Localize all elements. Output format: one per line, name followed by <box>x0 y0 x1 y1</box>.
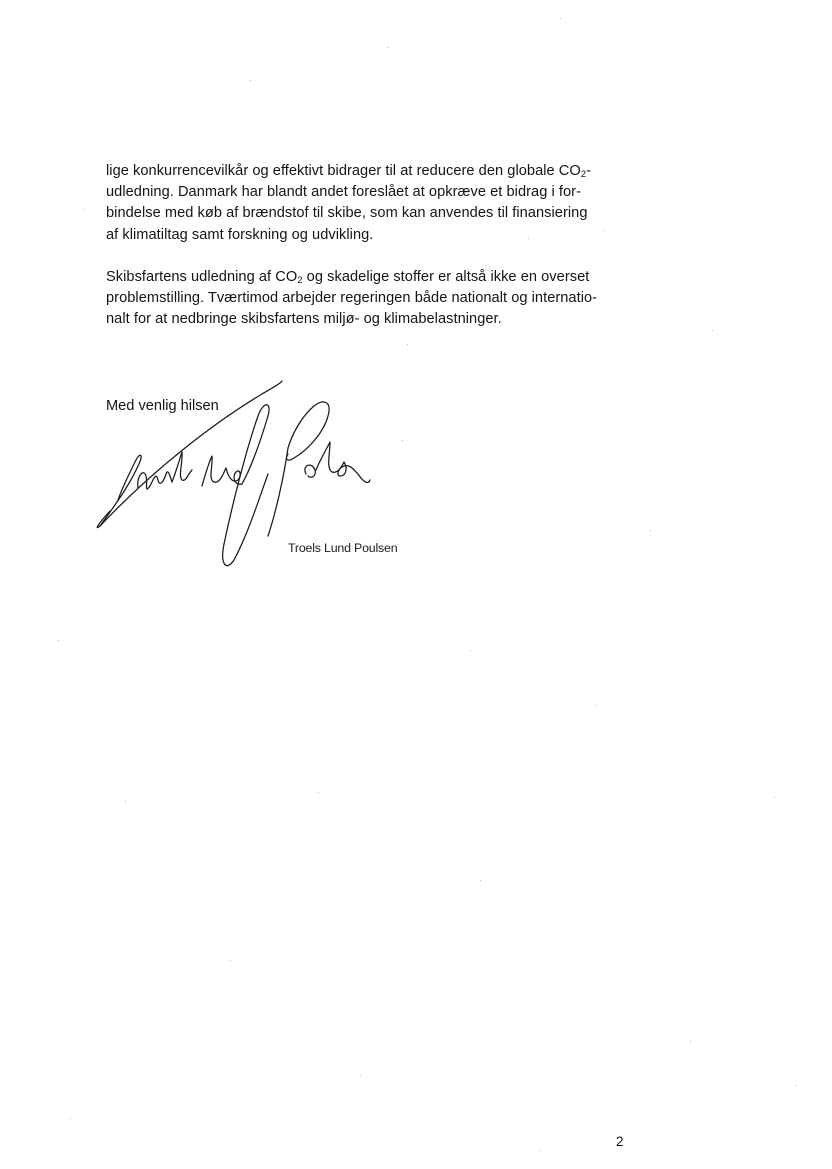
scan-speck <box>70 1118 71 1119</box>
scan-speck <box>250 80 251 81</box>
scan-speck <box>360 1075 361 1076</box>
body-paragraph <box>106 161 591 246</box>
paragraph-line: bindelse med køb af brændstof til skibe, som kan anvendes til finansiering <box>106 205 588 222</box>
text-run: lige konkurrencevilkår og effektivt bidrager til at reducere den globale CO <box>106 163 581 179</box>
scan-speck <box>125 801 126 802</box>
scan-speck <box>596 705 597 706</box>
text-run: - <box>586 163 592 179</box>
body-paragraph <box>106 267 597 331</box>
scan-speck <box>690 1041 691 1042</box>
paragraph-line <box>106 161 591 182</box>
scan-speck <box>795 1085 796 1086</box>
text-run: og skadelige stoffer er altså ikke en overset <box>302 269 590 285</box>
subscript-text: 2 <box>580 169 587 180</box>
text-run: Skibsfartens udledning af CO <box>106 269 298 285</box>
paragraph-line <box>106 267 597 288</box>
paragraph-line: af klimatiltag samt forskning og udvikling. <box>106 226 374 243</box>
scan-speck <box>58 640 59 641</box>
scan-speck <box>650 530 651 531</box>
scan-speck <box>318 792 319 793</box>
scan-speck <box>774 797 775 798</box>
scan-speck <box>470 650 471 651</box>
closing-salutation: Med venlig hilsen <box>106 398 219 414</box>
scan-speck <box>604 230 605 231</box>
paragraph-line: udledning. Danmark har blandt andet foreslået at opkræve et bidrag i for- <box>106 184 581 201</box>
paragraph-line: nalt for at nedbringe skibsfartens miljø- og klimabelastninger. <box>106 311 502 328</box>
scan-speck <box>560 18 561 19</box>
scan-speck <box>402 440 403 441</box>
signer-name: Troels Lund Poulsen <box>288 541 398 555</box>
subscript-text: 2 <box>297 275 303 286</box>
scan-speck <box>407 344 408 345</box>
page-number: 2 <box>616 1134 624 1149</box>
scan-speck <box>388 47 389 48</box>
scan-speck <box>540 1150 541 1151</box>
scan-speck <box>230 960 231 961</box>
paragraph-line: problemstilling. Tværtimod arbejder regeringen både nationalt og internatio- <box>106 290 598 307</box>
scan-speck <box>480 880 481 881</box>
scan-speck <box>712 330 713 331</box>
scan-speck <box>84 209 85 210</box>
